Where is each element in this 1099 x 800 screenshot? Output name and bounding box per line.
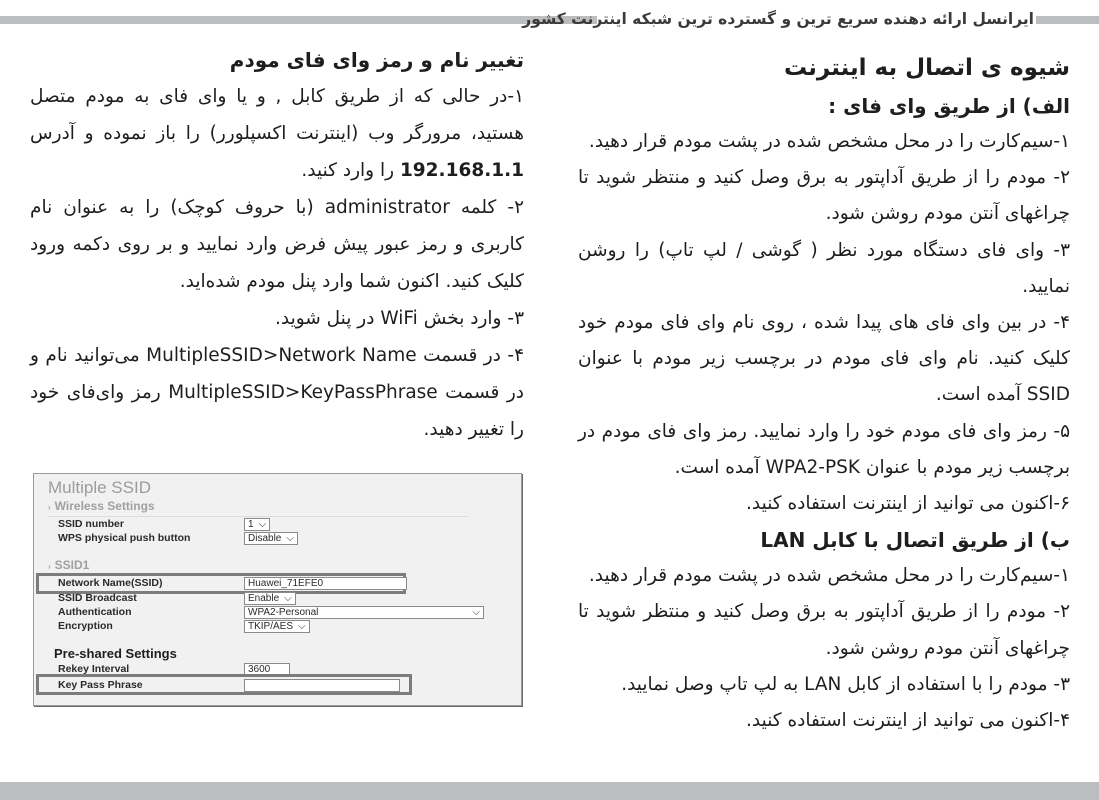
authentication-value: WPA2-Personal <box>248 607 319 618</box>
network-name-input[interactable]: Huawei_71EFE0 <box>244 577 407 590</box>
header-rule-right <box>1036 16 1099 24</box>
key-pass-input[interactable] <box>244 679 400 692</box>
key-pass-path: MultipleSSID>KeyPassPhrase <box>168 382 438 403</box>
step1-text-b: را وارد کنید. <box>301 160 400 181</box>
lan-step: ۲- مودم را از طریق آداپتور به برق وصل کنید و منتظر شوید تا چراغهای آنتن مودم روشن شود. <box>578 601 1070 659</box>
ssid-broadcast-label: SSID Broadcast <box>58 592 137 604</box>
lan-step: ۱-سیم‌کارت را در محل مشخص شده در پشت مودم قرار دهید. <box>588 565 1070 587</box>
header-rule-left <box>0 16 597 24</box>
change-step-4 <box>30 337 524 448</box>
encryption-select[interactable]: TKIP/AES ⌵ <box>244 620 310 633</box>
change-step-2 <box>30 189 524 300</box>
wps-label: WPS physical push button <box>58 532 191 544</box>
ssid-number-label: SSID number <box>58 518 124 530</box>
rekey-interval-label: Rekey Interval <box>58 663 130 675</box>
authentication-label: Authentication <box>58 606 132 618</box>
panel-title: Multiple SSID <box>48 478 151 497</box>
rekey-interval-input[interactable]: 3600 <box>244 663 290 676</box>
header-tagline: ایرانسل ارائه دهنده سریع ترین و گسترده ترین شبکه اینترنت کشور <box>522 10 1034 28</box>
footer-bar <box>0 782 1099 800</box>
preshared-settings-heading: Pre-shared Settings <box>54 646 177 661</box>
change-wifi-column <box>30 42 524 448</box>
wps-select[interactable]: Disable ⌵ <box>244 532 298 545</box>
step4-text-a: ۴- در قسمت <box>416 345 524 366</box>
step1-text-a: ۱-در حالی که از طریق کابل , و یا وای فای به مودم متصل هستید، مرورگر وب (اینترنت اکسپلورر) را باز نموده و آدرس <box>30 86 524 144</box>
change-wifi-title: تغییر نام و رمز وای فای مودم <box>229 48 524 72</box>
authentication-select[interactable] <box>244 606 484 619</box>
network-name-path: MultipleSSID>Network Name <box>146 345 417 366</box>
step4-text-b: می‌توانید نام و در قسمت <box>30 345 524 403</box>
step4-text-c: رمز وای‌فای خود را تغییر دهید. <box>30 382 524 440</box>
change-step-3: ۳- وارد بخش WiFi در پنل شوید. <box>274 308 524 329</box>
connection-guide-title: شیوه ی اتصال به اینترنت <box>783 55 1070 81</box>
ssid-broadcast-select[interactable]: Enable ⌵ <box>244 592 296 605</box>
lan-step: ۴-اکنون می توانید از اینترنت استفاده کنید. <box>746 710 1070 732</box>
chevron-down-icon: ⌵ <box>472 607 480 618</box>
ssid1-heading <box>48 558 89 572</box>
lan-section-heading: ب) از طریق اتصال با کابل LAN <box>760 528 1070 553</box>
router-ip-address: 192.168.1.1 <box>399 160 524 181</box>
encryption-label: Encryption <box>58 620 113 632</box>
lan-step: ۳- مودم را با استفاده از کابل LAN به لپ تاپ وصل نمایید. <box>621 673 1070 695</box>
wifi-step: ۵- رمز وای فای مودم خود را وارد نمایید. رمز وای فای مودم در برچسب زیر مودم با عنوان WPA2-PSK آمده است. <box>578 420 1070 478</box>
ssid-number-select[interactable]: 1 ⌵ <box>244 518 270 531</box>
chevron-right-icon: › <box>48 562 51 571</box>
network-name-label: Network Name(SSID) <box>58 577 163 589</box>
ssid1-label: SSID1 <box>54 558 90 572</box>
change-step-1 <box>30 78 524 189</box>
chevron-right-icon: › <box>48 503 51 512</box>
wifi-section-heading: الف) از طریق وای فای : <box>828 94 1070 118</box>
step2-text-a: ۲- کلمه <box>449 197 524 218</box>
wireless-settings-label: Wireless Settings <box>54 499 155 513</box>
connection-guide-column <box>578 48 1070 739</box>
wifi-step: ۲- مودم را از طریق آداپتور به برق وصل کنید و منتظر شوید تا چراغهای آنتن مودم روشن شود. <box>578 167 1070 225</box>
wifi-step: ۶-اکنون می توانید از اینترنت استفاده کنید. <box>746 493 1070 515</box>
step2-text-b: (با حروف کوچک) را به عنوان نام کاربری و رمز عبور پیش فرض وارد نمایید و بر روی دکمه ورود کلیک کنید. اکنون شما وارد پنل مودم شده‌اید. <box>30 197 524 292</box>
divider <box>48 516 468 517</box>
wireless-settings-heading <box>48 499 155 513</box>
key-pass-label: Key Pass Phrase <box>58 679 143 691</box>
wifi-step: ۳- وای فای دستگاه مورد نظر ( گوشی / لپ تاپ) را روشن نمایید. <box>578 239 1070 297</box>
default-credential-word: administrator <box>324 197 450 218</box>
modem-settings-screenshot <box>33 473 522 706</box>
wifi-step: ۱-سیم‌کارت را در محل مشخص شده در پشت مودم قرار دهید. <box>588 131 1070 152</box>
wifi-step: ۴- در بین وای فای های پیدا شده ، روی نام وای فای مودم خود کلیک کنید. نام وای فای مودم در برچسب زیر مودم با عنوان SSID آمده است. <box>578 312 1070 406</box>
